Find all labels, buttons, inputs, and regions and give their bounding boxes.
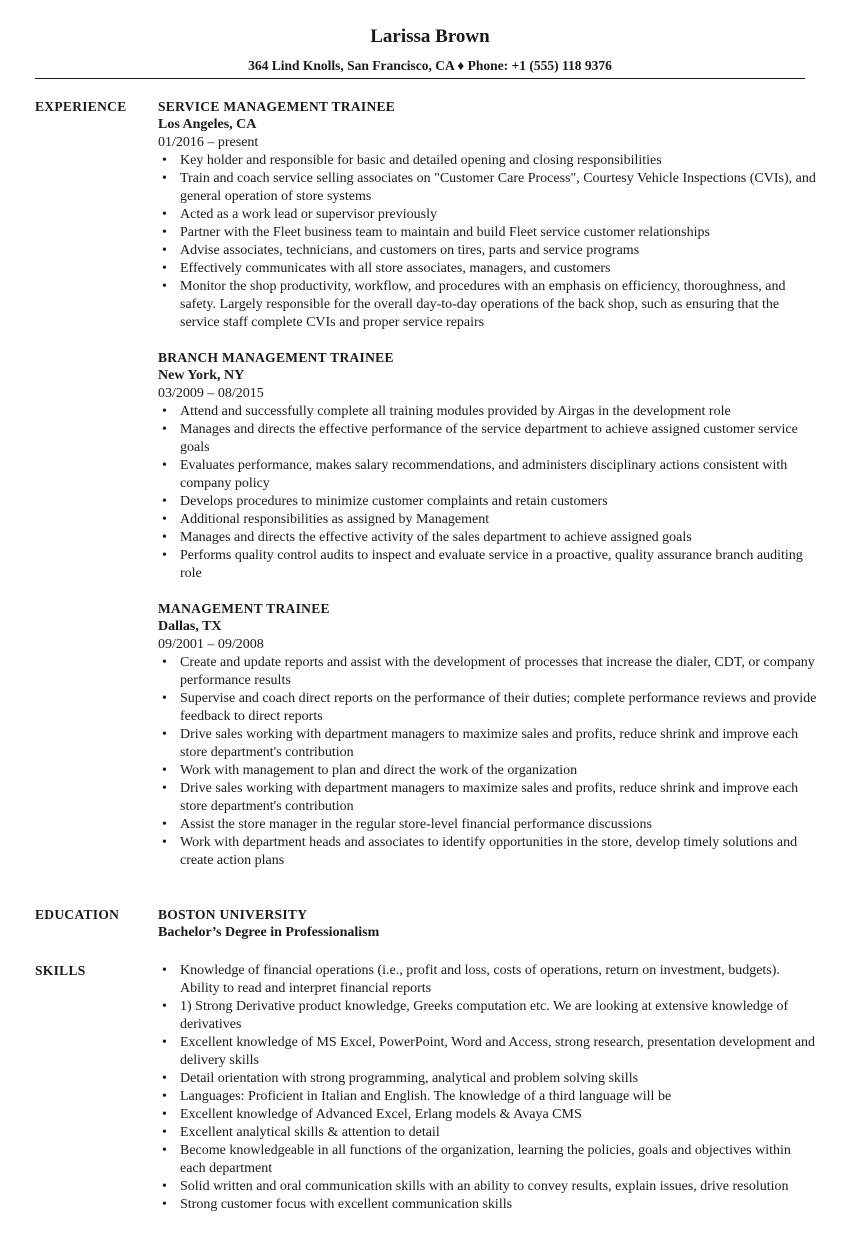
skill-item: • Knowledge of financial operations (i.e., profit and loss, costs of operations, return on investment, budgets). Ability to read and interpret financial reports: [158, 962, 818, 998]
skill-item: • 1) Strong Derivative product knowledge, Greeks computation etc. We are looking at extensive knowledge of derivatives: [158, 998, 818, 1034]
skills-list: [158, 962, 818, 1214]
skill-item: • Excellent knowledge of MS Excel, PowerPoint, Word and Access, strong research, presentation development and delivery skills: [158, 1034, 818, 1070]
section-label-experience: EXPERIENCE: [35, 99, 127, 114]
job-entry: [158, 349, 818, 583]
candidate-name: Larissa Brown: [370, 26, 490, 47]
bullet-item: • Train and coach service selling associates on "Customer Care Process", Courtesy Vehicle Inspections (CVIs), and general operation of store systems: [158, 170, 818, 206]
skill-item: • Solid written and oral communication skills with an ability to convey results, explain issues, drive resolution: [158, 1178, 818, 1196]
bullet-item: • Attend and successfully complete all training modules provided by Airgas in the development role: [158, 403, 818, 421]
bullet-item: • Assist the store manager in the regular store-level financial performance discussions: [158, 816, 818, 834]
skill-item: • Detail orientation with strong programming, analytical and problem solving skills: [158, 1070, 818, 1088]
job-title: MANAGEMENT TRAINEE: [158, 601, 330, 616]
bullet-item: • Supervise and coach direct reports on the performance of their duties; complete performance reviews and provide feedback to direct reports: [158, 690, 818, 726]
job-title: BRANCH MANAGEMENT TRAINEE: [158, 350, 394, 365]
skill-item: • Excellent analytical skills & attention to detail: [158, 1124, 818, 1142]
job-bullets: [158, 152, 818, 332]
bullet-item: • Advise associates, technicians, and customers on tires, parts and service programs: [158, 242, 818, 260]
job-location: Los Angeles, CA: [158, 117, 257, 132]
bullet-item: • Effectively communicates with all store associates, managers, and customers: [158, 260, 818, 278]
skill-item: • Excellent knowledge of Advanced Excel, Erlang models & Avaya CMS: [158, 1106, 818, 1124]
skill-item: • Languages: Proficient in Italian and English. The knowledge of a third language will be: [158, 1088, 818, 1106]
contact-info: 364 Lind Knolls, San Francisco, CA ♦ Phone: +1 (555) 118 9376: [248, 58, 612, 73]
job-title: SERVICE MANAGEMENT TRAINEE: [158, 99, 396, 114]
school-name: BOSTON UNIVERSITY: [158, 907, 308, 922]
bullet-item: • Partner with the Fleet business team to maintain and build Fleet service customer relationships: [158, 224, 818, 242]
job-bullets: [158, 654, 818, 870]
bullet-item: • Additional responsibilities as assigned by Management: [158, 511, 818, 529]
bullet-item: • Monitor the shop productivity, workflow, and procedures with an emphasis on efficiency, thoroughness, and safety. Largely responsible for the overall day-to-day operations of the back shop, such as ensuring that the service staff complete CVIs and proper service repairs: [158, 278, 818, 332]
bullet-item: • Drive sales working with department managers to maximize sales and profits, reduce shrink and improve each store department's contribution: [158, 780, 818, 816]
header-divider: [35, 78, 805, 79]
skill-item: • Become knowledgeable in all functions of the organization, learning the policies, goals and objectives within each department: [158, 1142, 818, 1178]
skill-item: • Strong customer focus with excellent communication skills: [158, 1196, 818, 1214]
job-entry: [158, 98, 818, 332]
bullet-item: • Acted as a work lead or supervisor previously: [158, 206, 818, 224]
resume-header: [0, 24, 860, 75]
bullet-item: • Work with department heads and associates to identify opportunities in the store, develop timely solutions and create action plans: [158, 834, 818, 870]
job-dates: 09/2001 – 09/2008: [158, 637, 264, 652]
bullet-item: • Performs quality control audits to inspect and evaluate service in a proactive, quality assurance branch auditing role: [158, 547, 818, 583]
degree: Bachelor’s Degree in Professionalism: [158, 925, 380, 940]
job-dates: 01/2016 – present: [158, 135, 259, 150]
bullet-item: • Evaluates performance, makes salary recommendations, and administers disciplinary actions consistent with company policy: [158, 457, 818, 493]
bullet-item: • Manages and directs the effective performance of the service department to achieve assigned customer service goals: [158, 421, 818, 457]
section-label-skills: SKILLS: [35, 963, 86, 978]
bullet-item: • Develops procedures to minimize customer complaints and retain customers: [158, 493, 818, 511]
job-location: Dallas, TX: [158, 619, 222, 634]
job-location: New York, NY: [158, 368, 245, 383]
bullet-item: • Create and update reports and assist with the development of processes that increase the dialer, CDT, or company performance results: [158, 654, 818, 690]
job-dates: 03/2009 – 08/2015: [158, 386, 264, 401]
bullet-item: • Key holder and responsible for basic and detailed opening and closing responsibilities: [158, 152, 818, 170]
bullet-item: • Manages and directs the effective activity of the sales department to achieve assigned goals: [158, 529, 818, 547]
section-label-education: EDUCATION: [35, 907, 120, 922]
job-bullets: [158, 403, 818, 583]
bullet-item: • Work with management to plan and direct the work of the organization: [158, 762, 818, 780]
job-entry: [158, 600, 818, 870]
bullet-item: • Drive sales working with department managers to maximize sales and profits, reduce shrink and improve each store department's contribution: [158, 726, 818, 762]
